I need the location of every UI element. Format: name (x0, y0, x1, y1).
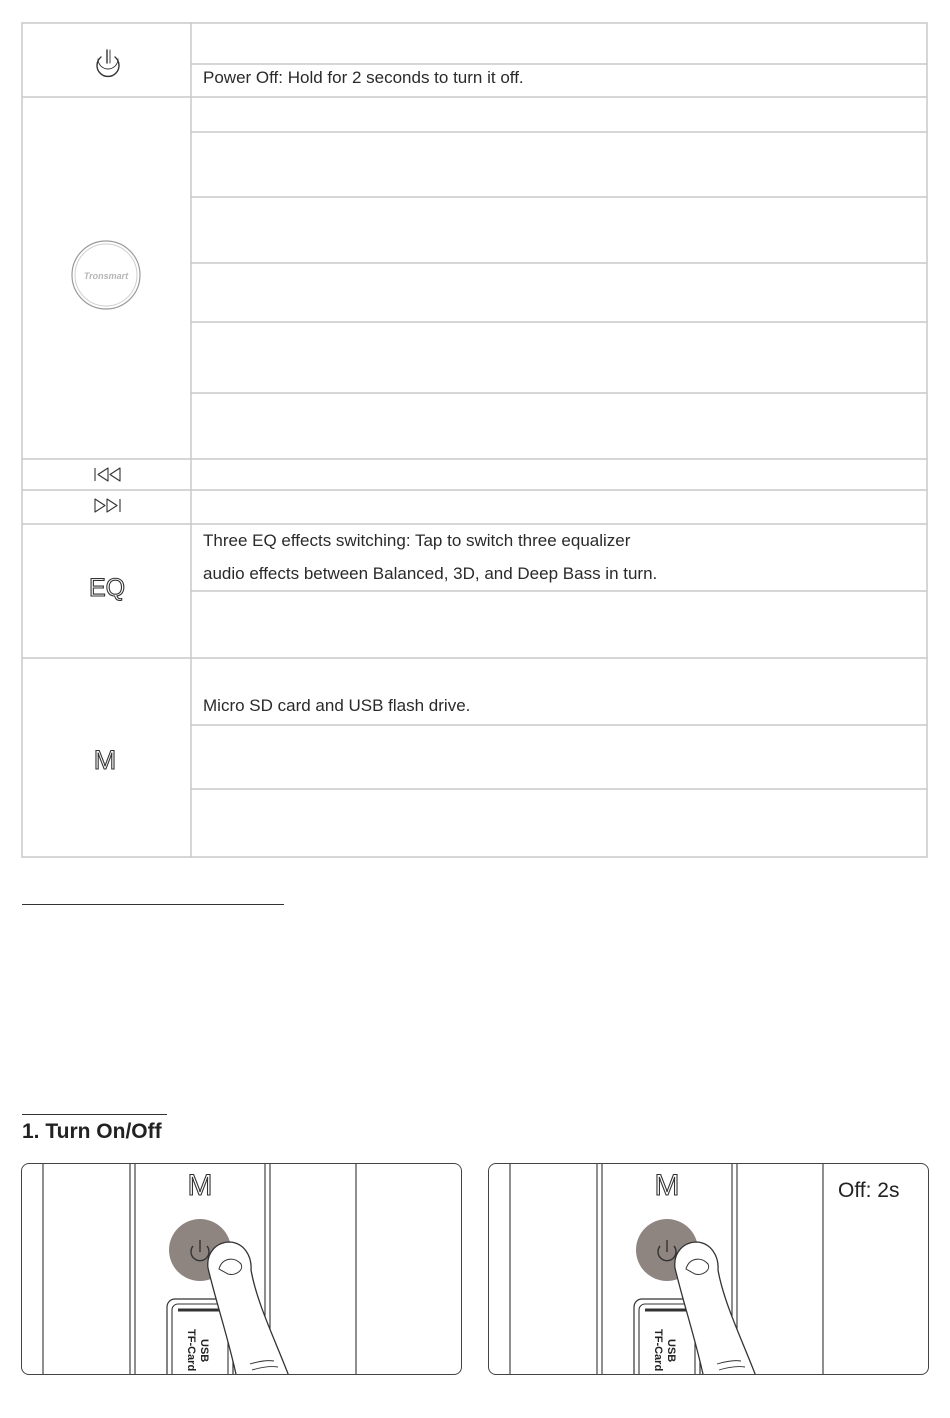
mode-icon: M (93, 745, 117, 775)
m-button-illustration: M (654, 1169, 680, 1202)
tronsmart-logo-text: Tronsmart (83, 271, 129, 281)
power-icon (97, 50, 119, 76)
section-heading: 1. Turn On/Off (22, 1120, 162, 1143)
off-duration-label: Off: 2s (838, 1179, 900, 1202)
mode-text: Micro SD card and USB flash drive. (203, 696, 471, 715)
illustration-turn-off (488, 1163, 929, 1375)
finger-illustration (208, 1242, 290, 1374)
eq-text-line-1: Three EQ effects switching: Tap to switch three equalizer (203, 531, 631, 550)
finger-illustration (675, 1242, 757, 1374)
tf-card-label: TF-Card (652, 1329, 664, 1372)
tf-card-label: TF-Card (185, 1329, 197, 1372)
tronsmart-button-illustration (72, 241, 140, 309)
previous-track-icon (95, 468, 120, 481)
heading-rule (22, 1114, 167, 1115)
power-off-text: Power Off: Hold for 2 seconds to turn it off. (203, 68, 524, 87)
usb-label: USB (198, 1339, 210, 1363)
section-divider-line (22, 904, 284, 905)
illustration-turn-on (21, 1163, 462, 1375)
eq-text-line-2: audio effects between Balanced, 3D, and Deep Bass in turn. (203, 564, 658, 583)
m-button-illustration: M (187, 1169, 213, 1202)
eq-icon: EQ (88, 574, 126, 602)
usb-label: USB (665, 1339, 677, 1363)
table-frame (22, 23, 927, 857)
next-track-icon (95, 499, 120, 512)
